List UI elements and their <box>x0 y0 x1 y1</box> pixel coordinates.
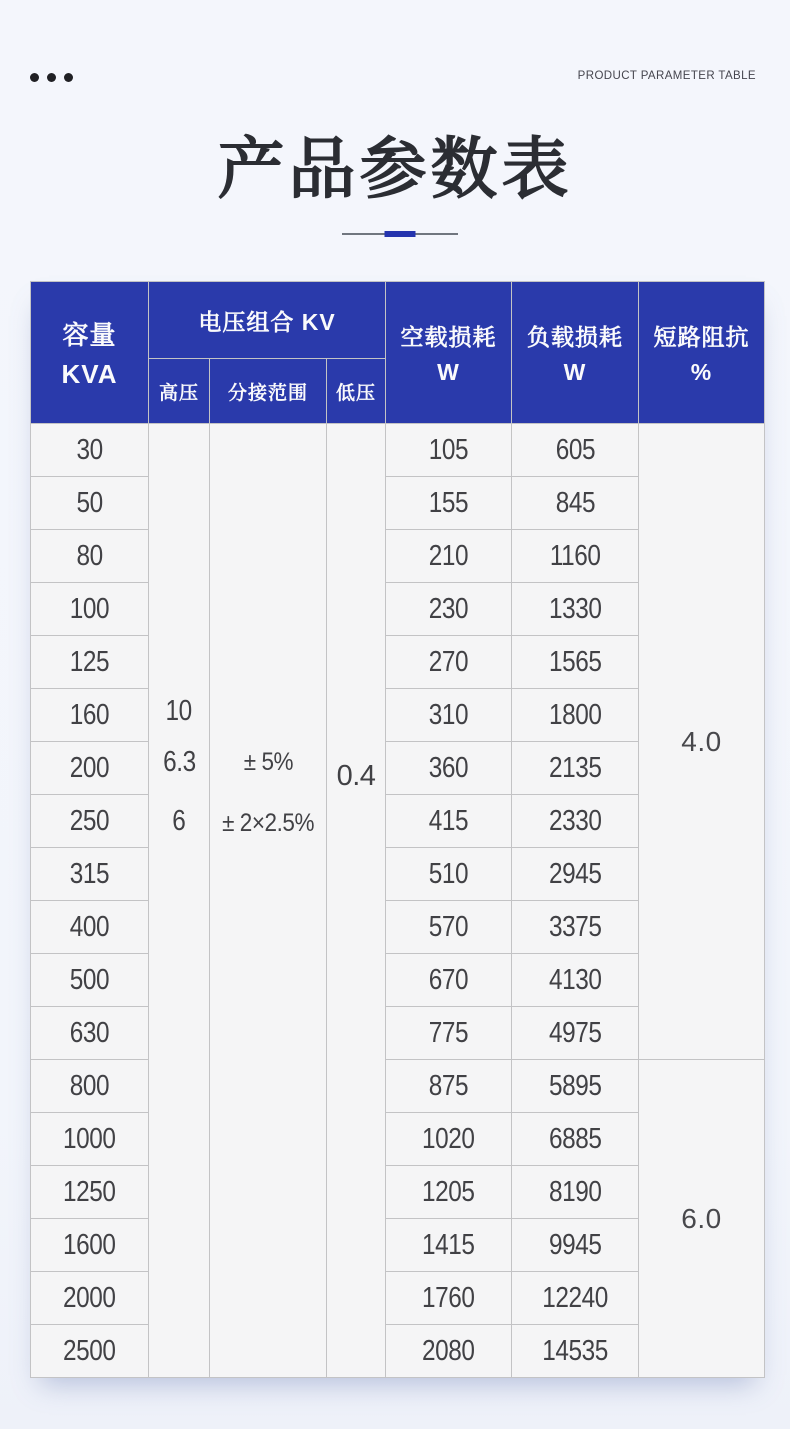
load-loss-cell: 5895 <box>512 1060 638 1112</box>
no-load-loss-cell: 155 <box>386 477 511 529</box>
no-load-loss-cell: 210 <box>386 530 511 582</box>
no-load-loss-cell: 875 <box>386 1060 511 1112</box>
header-low-voltage: 低压 <box>327 359 385 423</box>
param-table <box>30 281 765 1378</box>
header-load-loss: 负载损耗 W <box>512 282 638 423</box>
capacity-cell: 50 <box>31 477 148 529</box>
load-loss-cell: 605 <box>512 424 638 476</box>
capacity-cell: 400 <box>31 901 148 953</box>
capacity-cell: 2000 <box>31 1272 148 1324</box>
no-load-loss-cell: 1760 <box>386 1272 511 1324</box>
capacity-cell: 125 <box>31 636 148 688</box>
capacity-cell: 80 <box>31 530 148 582</box>
no-load-loss-cell: 2080 <box>386 1325 511 1377</box>
no-load-loss-cell: 1020 <box>386 1113 511 1165</box>
no-load-loss-cell: 670 <box>386 954 511 1006</box>
no-load-loss-cell: 1205 <box>386 1166 511 1218</box>
no-load-loss-cell: 360 <box>386 742 511 794</box>
no-load-loss-cell: 415 <box>386 795 511 847</box>
capacity-cell: 630 <box>31 1007 148 1059</box>
capacity-cell: 500 <box>31 954 148 1006</box>
load-loss-cell: 845 <box>512 477 638 529</box>
load-loss-cell: 1160 <box>512 530 638 582</box>
load-loss-cell: 4975 <box>512 1007 638 1059</box>
load-loss-cell: 8190 <box>512 1166 638 1218</box>
load-loss-cell: 2330 <box>512 795 638 847</box>
no-load-loss-cell: 310 <box>386 689 511 741</box>
load-loss-cell: 2945 <box>512 848 638 900</box>
capacity-cell: 1000 <box>31 1113 148 1165</box>
no-load-loss-cell: 1415 <box>386 1219 511 1271</box>
load-loss-cell: 12240 <box>512 1272 638 1324</box>
impedance-cell-6-0: 6.0 <box>639 1060 764 1377</box>
load-loss-cell: 1565 <box>512 636 638 688</box>
capacity-cell: 2500 <box>31 1325 148 1377</box>
header-impedance: 短路阻抗 % <box>639 282 764 423</box>
header-tap-range: 分接范围 <box>210 359 326 423</box>
load-loss-cell: 14535 <box>512 1325 638 1377</box>
load-loss-cell: 6885 <box>512 1113 638 1165</box>
load-loss-cell: 3375 <box>512 901 638 953</box>
page-title: 产品参数表 <box>217 132 573 207</box>
divider-accent <box>385 231 416 237</box>
capacity-cell: 800 <box>31 1060 148 1112</box>
capacity-cell: 160 <box>31 689 148 741</box>
load-loss-cell: 1330 <box>512 583 638 635</box>
load-loss-cell: 4130 <box>512 954 638 1006</box>
load-loss-cell: 9945 <box>512 1219 638 1271</box>
no-load-loss-cell: 230 <box>386 583 511 635</box>
header-label: PRODUCT PARAMETER TABLE <box>577 70 756 82</box>
header-no-load-loss: 空载损耗 W <box>386 282 511 423</box>
header-voltage-group: 电压组合 KV <box>149 282 385 358</box>
capacity-cell: 1600 <box>31 1219 148 1271</box>
capacity-cell: 200 <box>31 742 148 794</box>
no-load-loss-cell: 270 <box>386 636 511 688</box>
ellipsis-icon <box>30 73 73 82</box>
load-loss-cell: 1800 <box>512 689 638 741</box>
impedance-cell-4-0: 4.0 <box>639 424 764 1059</box>
capacity-cell: 250 <box>31 795 148 847</box>
capacity-cell: 315 <box>31 848 148 900</box>
tap-range-merged-cell: ± 5% ± 2×2.5% <box>210 424 326 1377</box>
low-voltage-merged-cell: 0.4 <box>327 424 385 1377</box>
capacity-cell: 100 <box>31 583 148 635</box>
capacity-cell: 1250 <box>31 1166 148 1218</box>
no-load-loss-cell: 775 <box>386 1007 511 1059</box>
title-divider <box>342 233 458 235</box>
high-voltage-merged-cell: 10 6.3 6 <box>149 424 209 1377</box>
header-high-voltage: 高压 <box>149 359 209 423</box>
capacity-cell: 30 <box>31 424 148 476</box>
load-loss-cell: 2135 <box>512 742 638 794</box>
header-capacity: 容量 KVA <box>31 282 148 423</box>
no-load-loss-cell: 510 <box>386 848 511 900</box>
no-load-loss-cell: 570 <box>386 901 511 953</box>
no-load-loss-cell: 105 <box>386 424 511 476</box>
